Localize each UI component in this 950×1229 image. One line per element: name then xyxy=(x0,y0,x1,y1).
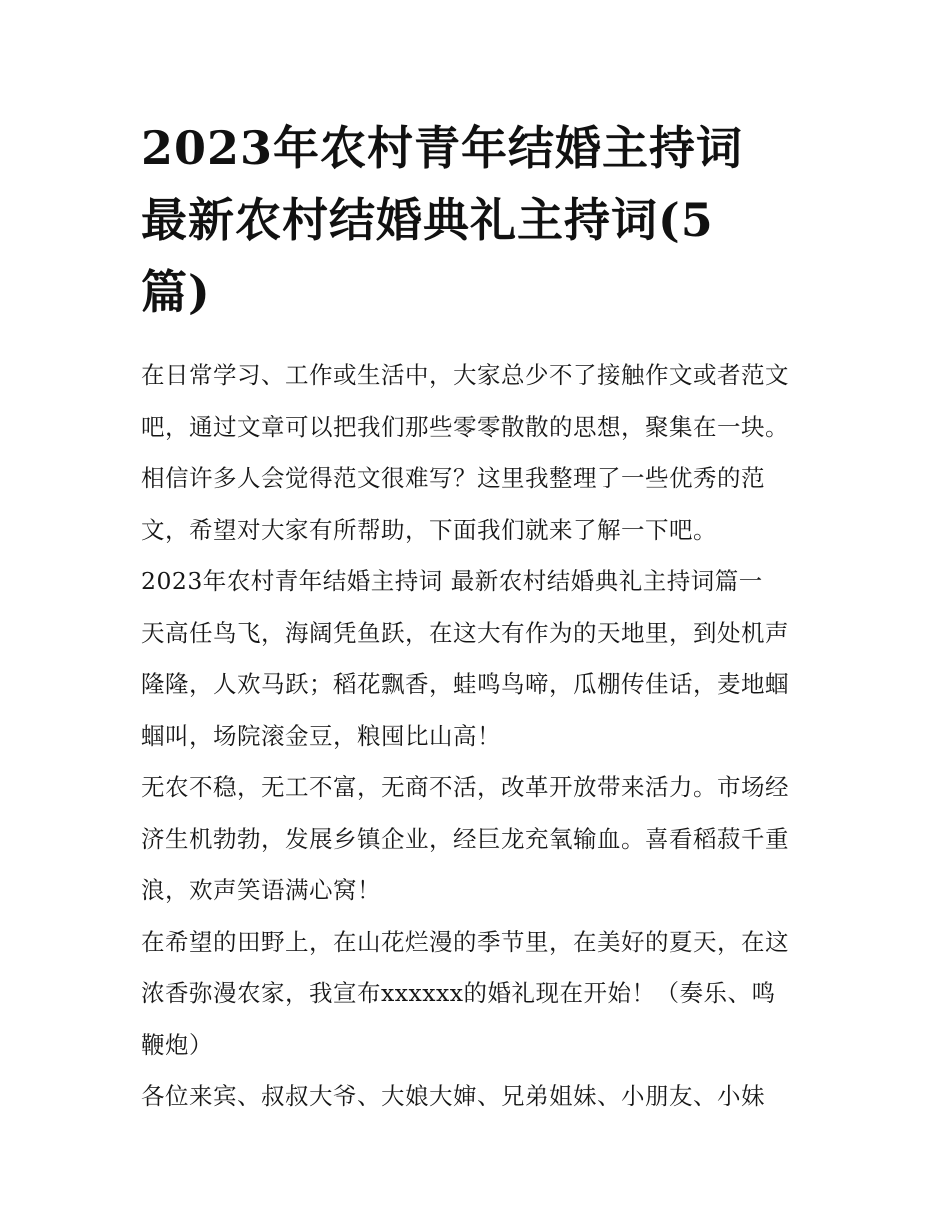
body-paragraph xyxy=(141,1071,813,1123)
text-line: 浓香弥漫农家，我宣布xxxxxx的婚礼现在开始！（奏乐、鸣 xyxy=(141,979,776,1007)
text-line: 相信许多人会觉得范文很难写？这里我整理了一些优秀的范 xyxy=(141,464,765,492)
text-line: 在日常学习、工作或生活中，大家总少不了接触作文或者范文 xyxy=(141,361,789,389)
text-line: 济生机勃勃，发展乡镇企业，经巨龙充氧输血。喜看稻菽千重 xyxy=(141,824,789,853)
intro-paragraph xyxy=(141,350,813,556)
text-line: 蝈叫，场院滚金豆，粮囤比山高！ xyxy=(141,721,501,750)
section-heading xyxy=(141,556,813,608)
text-line: 鞭炮） xyxy=(141,1030,213,1059)
text-line: 天高任鸟飞，海阔凭鱼跃，在这大有作为的天地里，到处机声 xyxy=(141,618,789,647)
body-paragraph xyxy=(141,917,813,1072)
document-content xyxy=(141,112,813,1123)
text-line: 浪，欢声笑语满心窝！ xyxy=(141,876,381,904)
text-line: 无农不稳，无工不富，无商不活，改革开放带来活力。市场经 xyxy=(141,773,789,801)
text-line: 隆隆，人欢马跃；稻花飘香，蛙鸣鸟啼，瓜棚传佳话，麦地蝈 xyxy=(141,670,789,698)
text-line: 吧，通过文章可以把我们那些零零散散的思想，聚集在一块。 xyxy=(141,412,789,441)
title-line: 2023年农村青年结婚主持词 xyxy=(141,121,744,175)
body-paragraph xyxy=(141,762,813,917)
body-paragraph xyxy=(141,608,813,763)
document-title xyxy=(141,112,813,328)
text-line: 文，希望对大家有所帮助，下面我们就来了解一下吧。 xyxy=(141,515,717,544)
text-line: 各位来宾、叔叔大爷、大娘大婶、兄弟姐妹、小朋友、小妹 xyxy=(141,1082,765,1110)
document-body xyxy=(141,350,813,1123)
title-line: 最新农村结婚典礼主持词(5 xyxy=(141,193,714,247)
text-line: 在希望的田野上，在山花烂漫的季节里，在美好的夏天，在这 xyxy=(141,927,789,956)
title-line: 篇) xyxy=(141,265,211,319)
text-line: 2023年农村青年结婚主持词 最新农村结婚典礼主持词篇一 xyxy=(141,567,763,595)
